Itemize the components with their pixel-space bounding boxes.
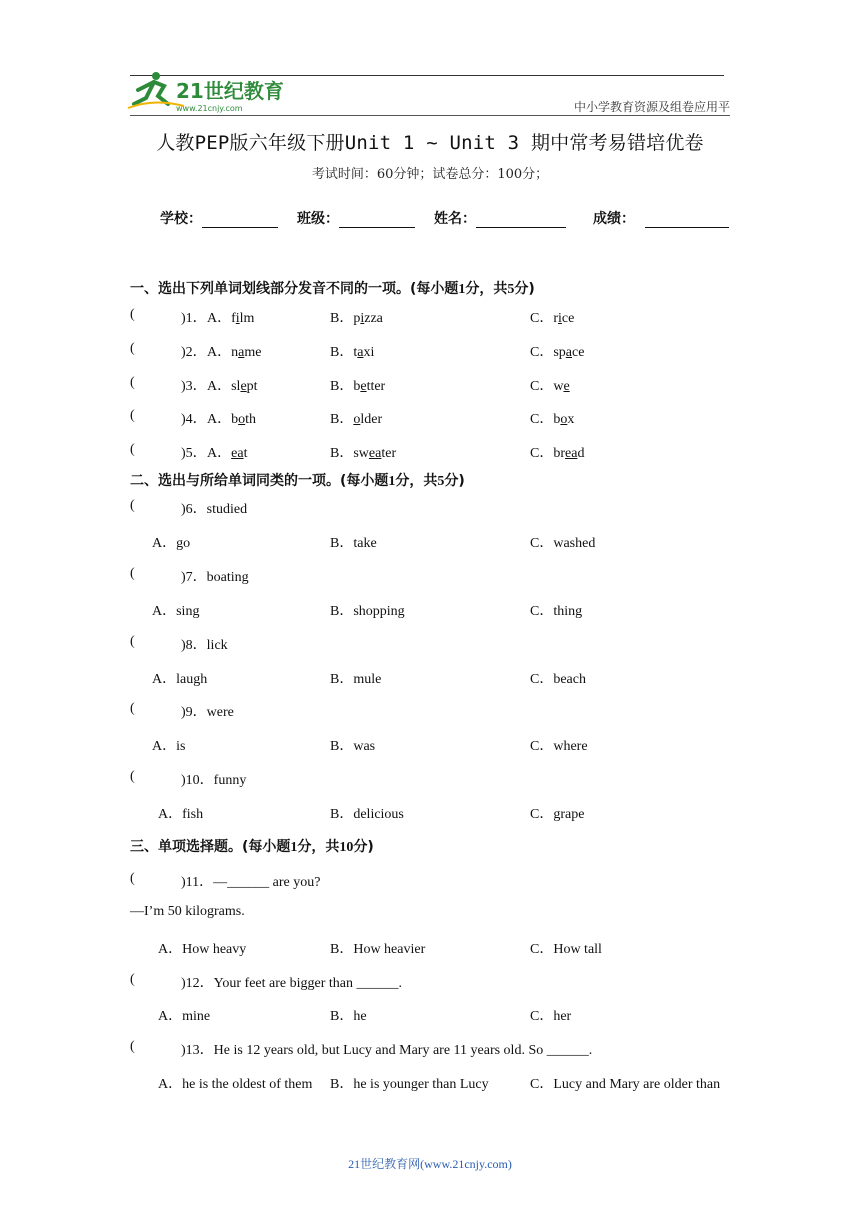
- header-bottom-rule: [130, 115, 730, 116]
- q1-option-a[interactable]: A．film: [207, 311, 255, 326]
- q8-option-c[interactable]: C．beach: [530, 672, 586, 687]
- logo-text: 21世纪教育: [176, 79, 284, 103]
- q12-option-a[interactable]: A．mine: [158, 1009, 211, 1024]
- header-platform-text: 中小学教育资源及组卷应用平: [573, 100, 730, 114]
- q11-option-b[interactable]: B．How heavier: [330, 942, 426, 957]
- q7-option-b[interactable]: B．shopping: [330, 604, 405, 619]
- q3-option-c[interactable]: C．we: [530, 379, 570, 394]
- q9-option-a[interactable]: A．is: [152, 739, 186, 754]
- q3-option-a[interactable]: A．slept: [207, 379, 258, 394]
- q11-option-c[interactable]: C．How tall: [530, 942, 602, 957]
- name-blank[interactable]: [476, 213, 566, 228]
- q13-option-c[interactable]: C．Lucy and Mary are older than: [530, 1077, 721, 1092]
- score-blank[interactable]: [645, 213, 729, 228]
- q1-option-b[interactable]: B．pizza: [330, 311, 383, 326]
- q5-option-b[interactable]: B．sweater: [330, 446, 397, 461]
- q13-option-b[interactable]: B．he is younger than Lucy: [330, 1077, 489, 1092]
- q5-option-a[interactable]: A．eat: [207, 446, 248, 461]
- exam-page: 21世纪教育 www.21cnjy.com 中小学教育资源及组卷应用平 人教PEP版六年级下册Unit 1 ~ Unit 3 期中常考易错培优卷 考试时间：60分钟；试卷总分：100分； 学校： 班级： 姓名： 成绩： 一、选出下列单词划线部分发音不同的一项。(每小题1分，共5分) ( )1． A．film B．pizza C．rice ( )2． A．name B．taxi C．space ( )3． A．slept B．better C．we ( )4． A．both B．older C．box ( )5． A．eat B．sweater C．bread 二、选出与所给单词同类的一项。(每小题1分，共5分) ( )6．studied A．go B．take C．washed ( )7．boating A．sing B．shopping C．thing ( )8．lick A．laugh B．mule C．beach ( )9．were A．is B．was C．where ( )10．funny A．fish B．delicious C．grape 三、单项选择题。(每小题1分，共10分) ( )11．—______ are you? —I’m 50 kilograms. A．How heavy B．How heavier C．How tall ( )12．Your feet are bigger than ______. A．mine B．he C．her ( )13．He is 12 years old, but Lucy and Mary are 11 years old. So ______. A．he is the oldest of them B．he is younger than Lucy C．Lucy and Mary are older than 21世纪教育网(www.21cnjy.com): [0, 0, 860, 1216]
- school-blank[interactable]: [202, 213, 278, 228]
- name-field: [434, 208, 566, 228]
- class-blank[interactable]: [339, 213, 415, 228]
- exam-subtitle: 考试时间：60分钟；试卷总分：100分；: [311, 167, 549, 182]
- q7-option-c[interactable]: C．thing: [530, 604, 583, 619]
- q12-option-b[interactable]: B．he: [330, 1009, 367, 1024]
- q3-option-b[interactable]: B．better: [330, 379, 386, 394]
- q10-option-b[interactable]: B．delicious: [330, 807, 404, 822]
- q4-option-b[interactable]: B．older: [330, 412, 383, 427]
- school-field: [160, 208, 278, 228]
- score-label: 成绩：: [593, 211, 635, 227]
- q6-option-b[interactable]: B．take: [330, 536, 377, 551]
- q2-option-b[interactable]: B．taxi: [330, 345, 375, 360]
- q2-option-a[interactable]: A．name: [207, 345, 262, 360]
- q10-option-a[interactable]: A．fish: [158, 807, 204, 822]
- q8-option-b[interactable]: B．mule: [330, 672, 382, 687]
- footer-site-link[interactable]: 21世纪教育网(www.21cnjy.com): [348, 1157, 512, 1171]
- section-3-title: 三、单项选择题。(每小题1分，共10分): [130, 839, 374, 855]
- q5-option-c[interactable]: C．bread: [530, 446, 585, 461]
- q8-option-a[interactable]: A．laugh: [152, 672, 208, 687]
- q1-option-c[interactable]: C．rice: [530, 311, 575, 326]
- section-1-title: 一、选出下列单词划线部分发音不同的一项。(每小题1分，共5分): [130, 281, 535, 297]
- q4-option-c[interactable]: C．box: [530, 412, 575, 427]
- logo-21cnjy: [124, 68, 294, 116]
- exam-title: 人教PEP版六年级下册Unit 1 ~ Unit 3 期中常考易错培优卷: [156, 132, 704, 154]
- q13-option-a[interactable]: A．he is the oldest of them: [158, 1077, 313, 1092]
- school-label: 学校：: [160, 211, 202, 227]
- q2-option-c[interactable]: C．space: [530, 345, 585, 360]
- q12-option-c[interactable]: C．her: [530, 1009, 572, 1024]
- q9-option-b[interactable]: B．was: [330, 739, 376, 754]
- logo-url: www.21cnjy.com: [176, 104, 243, 113]
- class-label: 班级：: [297, 211, 339, 227]
- q11-answer-line: —I’m 50 kilograms.: [130, 904, 245, 919]
- q6-option-a[interactable]: A．go: [152, 536, 191, 551]
- q10-option-c[interactable]: C．grape: [530, 807, 585, 822]
- q6-option-c[interactable]: C．washed: [530, 536, 596, 551]
- q4-option-a[interactable]: A．both: [207, 412, 257, 427]
- q7-option-a[interactable]: A．sing: [152, 604, 200, 619]
- score-field: [593, 208, 729, 228]
- q9-option-c[interactable]: C．where: [530, 739, 588, 754]
- class-field: [297, 208, 415, 228]
- section-2-title: 二、选出与所给单词同类的一项。(每小题1分，共5分): [130, 473, 465, 489]
- name-label: 姓名：: [434, 211, 476, 227]
- q11-option-a[interactable]: A．How heavy: [158, 942, 247, 957]
